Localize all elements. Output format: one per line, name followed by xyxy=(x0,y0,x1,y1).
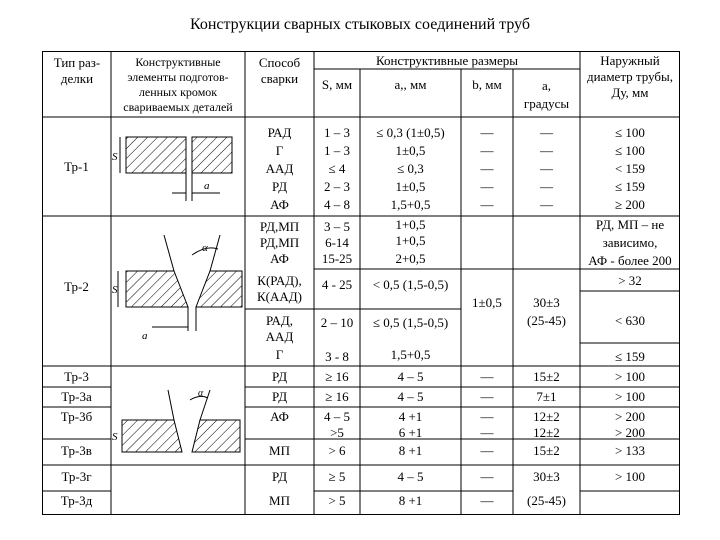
row-diameter-value: > 100 xyxy=(614,469,646,484)
tr2-method: К(РАД), xyxy=(257,273,302,288)
tr2-a-value: 1,5+0,5 xyxy=(390,347,431,362)
row-alpha-value: 12±2 xyxy=(533,425,560,440)
row-s-value: 4 – 5 xyxy=(324,409,350,424)
tr2-s-value: 4 - 25 xyxy=(321,277,353,292)
tr1-diameter-value: < 159 xyxy=(614,161,646,176)
row-alpha-value: 7±1 xyxy=(536,389,557,404)
label-alpha-icon: α xyxy=(202,242,208,254)
label-a-icon: a xyxy=(142,330,148,342)
header-elements: Конструктивные элементы подготов- ленных кромок свариваемых деталей xyxy=(123,55,233,114)
tr1-edge-drawing xyxy=(112,123,244,213)
tr1-alpha-value: — xyxy=(540,143,553,158)
row-s-value: ≥ 5 xyxy=(328,469,346,484)
tr2-a-value: ≤ 0,5 (1,5-0,5) xyxy=(372,315,449,330)
tr2-diameter-value: РД, МП – не xyxy=(595,217,665,232)
tr1-s-value: 1 – 3 xyxy=(324,143,350,158)
tr1-diameter-value: ≤ 159 xyxy=(615,179,645,194)
tr2-diameter-value: АФ - более 200 xyxy=(588,253,672,268)
row-alpha-value: 15±2 xyxy=(533,369,560,384)
tr2-alpha-range: (25-45) xyxy=(527,313,566,328)
tr2-method: АФ xyxy=(270,251,289,266)
row-type: Тр-3г xyxy=(61,469,92,484)
tr1-b-value: — xyxy=(480,179,494,194)
tr1-a-value: ≤ 0,3 (1±0,5) xyxy=(376,125,445,140)
row-s-value: ≥ 16 xyxy=(325,369,349,384)
header-alpha: a, градусы xyxy=(523,78,570,111)
tr2-diameter-value: зависимо, xyxy=(602,235,658,250)
row-alpha-value: (25-45) xyxy=(527,493,566,508)
tr2-method: Г xyxy=(275,347,284,362)
tr2-alpha-value: 30±3 xyxy=(533,295,560,310)
tr2-a-value: 1+0,5 xyxy=(395,233,426,248)
tr3-edge-drawing xyxy=(112,386,244,476)
tr1-diameter-value: ≤ 100 xyxy=(615,143,645,158)
tr1-method: ААД xyxy=(265,161,294,176)
row-a-value: 4 – 5 xyxy=(397,389,424,404)
row-method: МП xyxy=(269,443,290,458)
label-s-icon: S xyxy=(112,151,118,163)
row-alpha-value: 15±2 xyxy=(533,443,560,458)
row-b-value: — xyxy=(480,389,494,404)
tr2-a-value: 2+0,5 xyxy=(395,251,426,266)
row-type: Тр-3а xyxy=(61,389,92,404)
tr1-diameter-value: ≥ 200 xyxy=(615,197,645,212)
tr2-s-value: 6-14 xyxy=(325,235,349,250)
tr2-s-value: 3 – 5 xyxy=(324,219,350,234)
row-alpha-value: 12±2 xyxy=(533,409,560,424)
row-a-value: 6 +1 xyxy=(398,425,423,440)
header-method: Способ сварки xyxy=(258,55,301,86)
tr1-method: Г xyxy=(275,143,284,158)
tr1-a-value: 1,5+0,5 xyxy=(390,197,431,212)
row-diameter-value: > 200 xyxy=(614,409,646,424)
tr1-a-value: 1±0,5 xyxy=(395,179,426,194)
tr1-alpha-value: — xyxy=(540,197,553,212)
label-a-icon: a xyxy=(204,180,210,192)
header-dimensions: Конструктивные размеры xyxy=(375,53,518,68)
tr2-method: ААД xyxy=(265,329,294,344)
row-b-value: — xyxy=(480,425,494,440)
tr1-method: РАД xyxy=(267,125,292,140)
tr2-b-value: 1±0,5 xyxy=(472,295,502,310)
tr2-a-value: < 0,5 (1,5-0,5) xyxy=(372,277,449,292)
row-diameter-value: > 133 xyxy=(614,443,646,458)
tr1-alpha-value: — xyxy=(540,179,553,194)
tr2-method: К(ААД) xyxy=(257,289,302,304)
row-method: РД xyxy=(271,469,288,484)
header-diameter: Наружный диаметр трубы, Ду, мм xyxy=(586,53,674,100)
tr1-a-value: ≤ 0,3 xyxy=(397,161,424,176)
tr2-method: РАД, xyxy=(265,313,294,328)
row-diameter-value: > 200 xyxy=(614,425,646,440)
tr1-s-value: 1 – 3 xyxy=(324,125,350,140)
row-s-value: ≥ 16 xyxy=(325,389,349,404)
row-method: РД xyxy=(271,369,288,384)
tr2-s-value: 3 - 8 xyxy=(325,349,349,364)
tr2-diameter-value: ≤ 159 xyxy=(615,349,645,364)
row-b-value: — xyxy=(480,369,494,384)
tr2-a-value: 1+0,5 xyxy=(395,217,426,232)
weld-joint-table xyxy=(42,51,680,515)
row-s-value: > 5 xyxy=(328,493,346,508)
row-diameter-value: > 100 xyxy=(614,389,646,404)
tr1-b-value: — xyxy=(480,161,494,176)
tr1-method: АФ xyxy=(270,197,289,212)
tr1-b-value: — xyxy=(480,125,494,140)
label-alpha-icon: α xyxy=(198,388,204,399)
row-type: Тр-3в xyxy=(61,443,92,458)
tr2-diameter-value: > 32 xyxy=(618,273,642,288)
header-b: b, мм xyxy=(472,77,502,92)
row-diameter-value: > 100 xyxy=(614,369,646,384)
row-a-value: 8 +1 xyxy=(398,443,423,458)
tr1-method: РД xyxy=(271,179,288,194)
tr2-s-value: 15-25 xyxy=(321,251,353,266)
tr1-s-value: ≤ 4 xyxy=(328,161,346,176)
label-s-icon: S xyxy=(112,431,118,443)
tr2-method: РД,МП xyxy=(259,219,300,234)
header-type: Тип раз- делки xyxy=(53,55,101,86)
tr1-b-value: — xyxy=(480,143,494,158)
row-b-value: — xyxy=(480,493,494,508)
row-b-value: — xyxy=(480,409,494,424)
tr1-alpha-value: — xyxy=(540,161,553,176)
type-tr1: Тр-1 xyxy=(64,159,89,174)
row-a-value: 4 +1 xyxy=(398,409,423,424)
label-s-icon: S xyxy=(112,284,118,296)
tr2-diameter-value: < 630 xyxy=(614,313,646,328)
tr1-s-value: 2 – 3 xyxy=(324,179,350,194)
row-type: Тр-3д xyxy=(60,493,93,508)
row-alpha-value: 30±3 xyxy=(533,469,560,484)
row-a-value: 4 – 5 xyxy=(397,469,424,484)
tr2-s-value: 2 – 10 xyxy=(320,315,354,330)
tr1-diameter-value: ≤ 100 xyxy=(615,125,645,140)
row-b-value: — xyxy=(480,469,494,484)
row-method: РД xyxy=(271,389,288,404)
tr1-a-value: 1±0,5 xyxy=(395,143,426,158)
tr2-edge-drawing xyxy=(112,227,244,362)
tr1-s-value: 4 – 8 xyxy=(324,197,350,212)
header-s: S, мм xyxy=(321,77,353,92)
row-method: МП xyxy=(269,493,290,508)
row-a-value: 8 +1 xyxy=(398,493,423,508)
row-a-value: 4 – 5 xyxy=(397,369,424,384)
row-s-value: >5 xyxy=(330,425,344,440)
page-title: Конструкции сварных стыковых соединений труб xyxy=(189,16,531,33)
row-method: АФ xyxy=(270,409,289,424)
tr2-method: РД,МП xyxy=(259,235,300,250)
type-tr2: Тр-2 xyxy=(64,279,89,294)
row-type: Тр-3 xyxy=(64,369,89,384)
row-s-value: > 6 xyxy=(328,443,346,458)
row-b-value: — xyxy=(480,443,494,458)
tr1-alpha-value: — xyxy=(540,125,553,140)
header-a: a,, мм xyxy=(394,77,427,92)
row-type: Тр-3б xyxy=(60,409,93,424)
tr1-b-value: — xyxy=(480,197,494,212)
